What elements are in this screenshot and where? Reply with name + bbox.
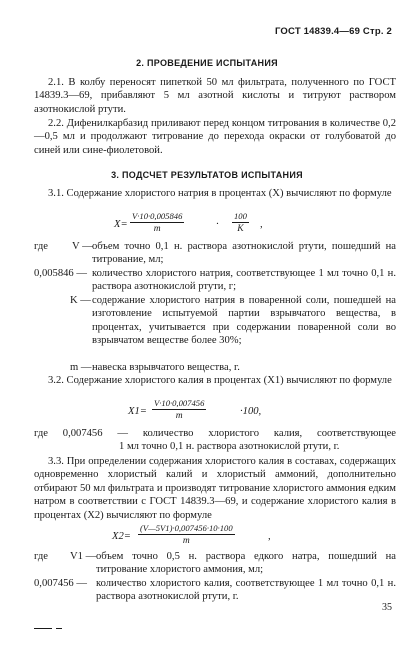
formula-x1-denominator: m <box>175 411 183 421</box>
paragraph-3-2: 3.2. Содержание хлористого калия в процентах (X1) вычисляют по формуле <box>48 375 392 386</box>
definition-k: содержание хлористого натрия в поваренной соли, пошедшей на изготовление испытуемой партии взрывчатого вещества, в процентах, учитывается при содержании поваренной соли во взрывчатом веществе более 30%; <box>92 295 396 347</box>
symbol-v: V — <box>72 241 93 252</box>
definition-coef-kcl-line2: 1 мл точно 0,1 н. раствора азотнокислой ртути, г. <box>119 441 340 452</box>
definition-coef-kcl-line1: где 0,007456 — количество хлористого калия, соответствующее <box>34 428 396 439</box>
formula-x-fraction <box>130 211 184 235</box>
page-number: 35 <box>382 602 392 613</box>
formula-x2-end: , <box>268 531 271 542</box>
formula-x2-lhs: X2= <box>112 531 131 542</box>
formula-x-fraction-2 <box>232 211 249 235</box>
where-label: где <box>34 241 48 252</box>
section-2-title: 2. ПРОВЕДЕНИЕ ИСПЫТАНИЯ <box>136 58 278 68</box>
formula-x-denominator-2: K <box>237 224 244 234</box>
paragraph-3-1: 3.1. Содержание хлористого натрия в процентах (X) вычисляют по формуле <box>48 188 392 199</box>
formula-x2-denominator: m <box>182 536 190 546</box>
formula-x-lhs: X= <box>114 219 128 230</box>
formula-x1-tail: ·100, <box>240 406 262 417</box>
section-3-title: 3. ПОДСЧЕТ РЕЗУЛЬТАТОВ ИСПЫТАНИЯ <box>111 170 303 180</box>
symbol-coef-nacl: 0,005846 — <box>34 268 87 279</box>
formula-x1-fraction <box>152 398 206 422</box>
symbol-v1: V1 — <box>70 551 97 562</box>
running-header: ГОСТ 14839.4—69 Стр. 2 <box>274 26 392 37</box>
formula-x-denominator: m <box>153 224 161 234</box>
paragraph-3-3: 3.3. При определении содержания хлористого калия в составах, содержащих одновременно хлористый калий и хлористый аммоний, дополнительно отбирают 50 мл фильтрата и производят титрование хлористого аммония едким натром в соответствии с ГОСТ 14839.3—69, и содержание хлористого калия в процентах (X2) вычисляют по формуле <box>34 456 396 521</box>
definition-m: навеска взрывчатого вещества, г. <box>92 362 240 373</box>
definition-v1: объем точно 0,5 н. раствора едкого натра, пошедший на титрование хлористого аммония, мл; <box>96 551 396 576</box>
symbol-k: K — <box>70 295 91 306</box>
symbol-m: m — <box>70 362 92 373</box>
formula-x-end: , <box>260 219 263 230</box>
formula-x1-numerator: V·10·0,007456 <box>154 398 205 408</box>
footer-rule <box>34 628 52 629</box>
paragraph-2-1: 2.1. В колбу переносят пипеткой 50 мл фильтрата, полученного по ГОСТ 14839.3—69, прибавляют 5 мл азотной кислоты и титруют раствором азотнокислой ртути. <box>34 77 396 115</box>
where-label-2: где <box>34 551 48 562</box>
definition-v: объем точно 0,1 н. раствора азотнокислой ртути, пошедший на титрование, мл; <box>92 241 396 266</box>
definition-coef-nacl: количество хлористого натрия, соответствующее 1 мл точно 0,1 н. раствора азотнокислой ртути, г; <box>92 268 396 293</box>
symbol-coef-kcl-2: 0,007456 — <box>34 578 87 589</box>
formula-x2-numerator: (V—5V1)·0,007456·10·100 <box>140 523 233 533</box>
formula-x1-lhs: X1= <box>128 406 147 417</box>
definition-coef-kcl-2: количество хлористого калия, соответствующее 1 мл точно 0,1 н. раствора азотнокислой ртути, г. <box>96 578 396 603</box>
footer-rule-short <box>56 628 62 629</box>
formula-x-dot: · <box>216 219 219 230</box>
formula-x2-fraction <box>138 523 235 547</box>
formula-x-numerator-2: 100 <box>234 211 247 221</box>
formula-x-numerator: V·10·0,005846 <box>132 211 183 221</box>
paragraph-2-2: 2.2. Дифенилкарбазид приливают перед концом титрования в количестве 0,2—0,5 мл и продолжают титрование до перехода окраски от голубоватой до синей или сине-фиолетовой. <box>34 118 396 156</box>
